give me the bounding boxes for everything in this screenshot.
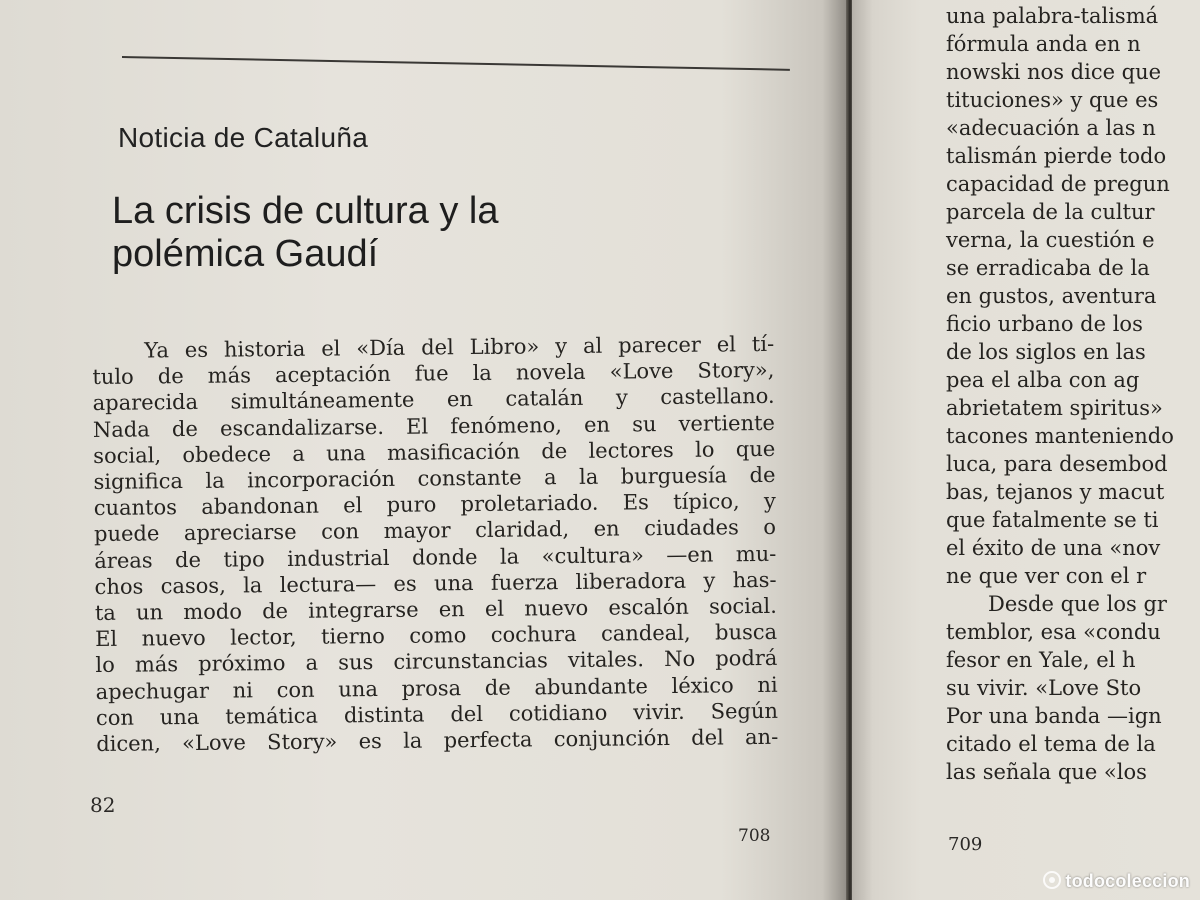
right-body-line: ficio urbano de los: [946, 312, 1143, 336]
body-line: apechugar ni con una prosa de abundante léxico ni: [95, 672, 778, 704]
right-body-line: las señala que «los: [946, 760, 1147, 784]
watermark-text: todocoleccion: [1065, 871, 1190, 891]
right-body-line: en gustos, aventura: [946, 284, 1157, 308]
right-body-line: «adecuación a las n: [946, 116, 1156, 140]
body-line: dicen, «Love Story» es la perfecta conjunción del an-: [96, 724, 779, 757]
body-line: con una temática distinta del cotidiano vivir. Según: [95, 698, 779, 730]
right-body-line: bas, tejanos y macut: [946, 480, 1165, 504]
article-body: [92, 331, 786, 757]
right-body-line: ne que ver con el r: [946, 564, 1147, 588]
body-line: lo más próximo a sus circunstancias vitales. No podrá: [95, 646, 778, 678]
article-title: [112, 190, 672, 276]
right-body-line: que fatalmente se ti: [946, 508, 1159, 532]
body-line: social, obedece a una masificación de lectores lo que: [93, 436, 776, 468]
body-line: puede apreciarse con mayor claridad, en ciudades o: [93, 515, 777, 547]
body-line: El nuevo lector, tierno como cochura candeal, busca: [95, 620, 778, 652]
right-body-line: se erradicaba de la: [946, 256, 1150, 280]
right-body-line: temblor, esa «condu: [946, 620, 1161, 644]
right-body-line: su vivir. «Love Sto: [946, 676, 1142, 700]
right-body-line: Desde que los gr: [988, 592, 1167, 616]
watermark: [1043, 871, 1190, 892]
right-body-line: Por una banda —ign: [946, 704, 1162, 728]
right-body-line: abrietatem spiritus»: [946, 396, 1163, 420]
right-body-line: tituciones» y que es: [946, 88, 1159, 112]
body-line: Ya es historia el «Día del Libro» y al parecer el tí-: [144, 331, 775, 363]
body-line: tulo de más aceptación fue la novela «Love Story»,: [92, 358, 775, 390]
right-body-line: de los siglos en las: [946, 340, 1146, 364]
right-body-line: una palabra-talismá: [946, 4, 1159, 28]
body-line: cuantos abandonan el puro proletariado. Es típico, y: [93, 489, 776, 521]
body-line: chos casos, la lectura— es una fuerza liberadora y has-: [94, 567, 777, 599]
right-body-line: parcela de la cultur: [946, 200, 1155, 224]
section-heading: Noticia de Cataluña: [118, 122, 369, 153]
right-body-line: el éxito de una «nov: [946, 536, 1161, 560]
right-body-line: citado el tema de la: [946, 732, 1156, 756]
right-body-line: capacidad de pregun: [946, 172, 1170, 196]
right-page: [852, 0, 1200, 900]
right-body-line: verna, la cuestión e: [946, 228, 1155, 252]
page-number-82: 82: [90, 793, 116, 817]
right-body-line: luca, para desembod: [946, 452, 1168, 476]
page-number-708: 708: [738, 826, 771, 846]
title-line-1: La crisis de cultura y la: [112, 190, 499, 232]
body-line: ta un modo de integrarse en el nuevo escalón social.: [94, 593, 777, 626]
right-body-line: talismán pierde todo: [946, 144, 1167, 168]
body-line: áreas de tipo industrial donde la «cultura» —en mu-: [94, 541, 777, 573]
title-line-2: polémica Gaudí: [112, 233, 379, 275]
body-line: aparecida simultáneamente en catalán y castellano.: [92, 384, 775, 416]
body-line: significa la incorporación constante a la burguesía de: [93, 462, 776, 495]
right-body-line: fesor en Yale, el h: [946, 648, 1136, 672]
right-body-line: nowski nos dice que: [946, 60, 1162, 84]
watermark-logo-icon: [1043, 871, 1061, 889]
right-body-line: pea el alba con ag: [946, 368, 1140, 392]
right-body-line: fórmula anda en n: [946, 32, 1141, 56]
body-line: Nada de escandalizarse. El fenómeno, en su vertiente: [92, 410, 776, 442]
page-number-709: 709: [948, 834, 983, 855]
right-body-line: tacones manteniendo: [946, 424, 1174, 448]
header-rule: [122, 56, 790, 71]
right-page-body: [946, 2, 1200, 786]
